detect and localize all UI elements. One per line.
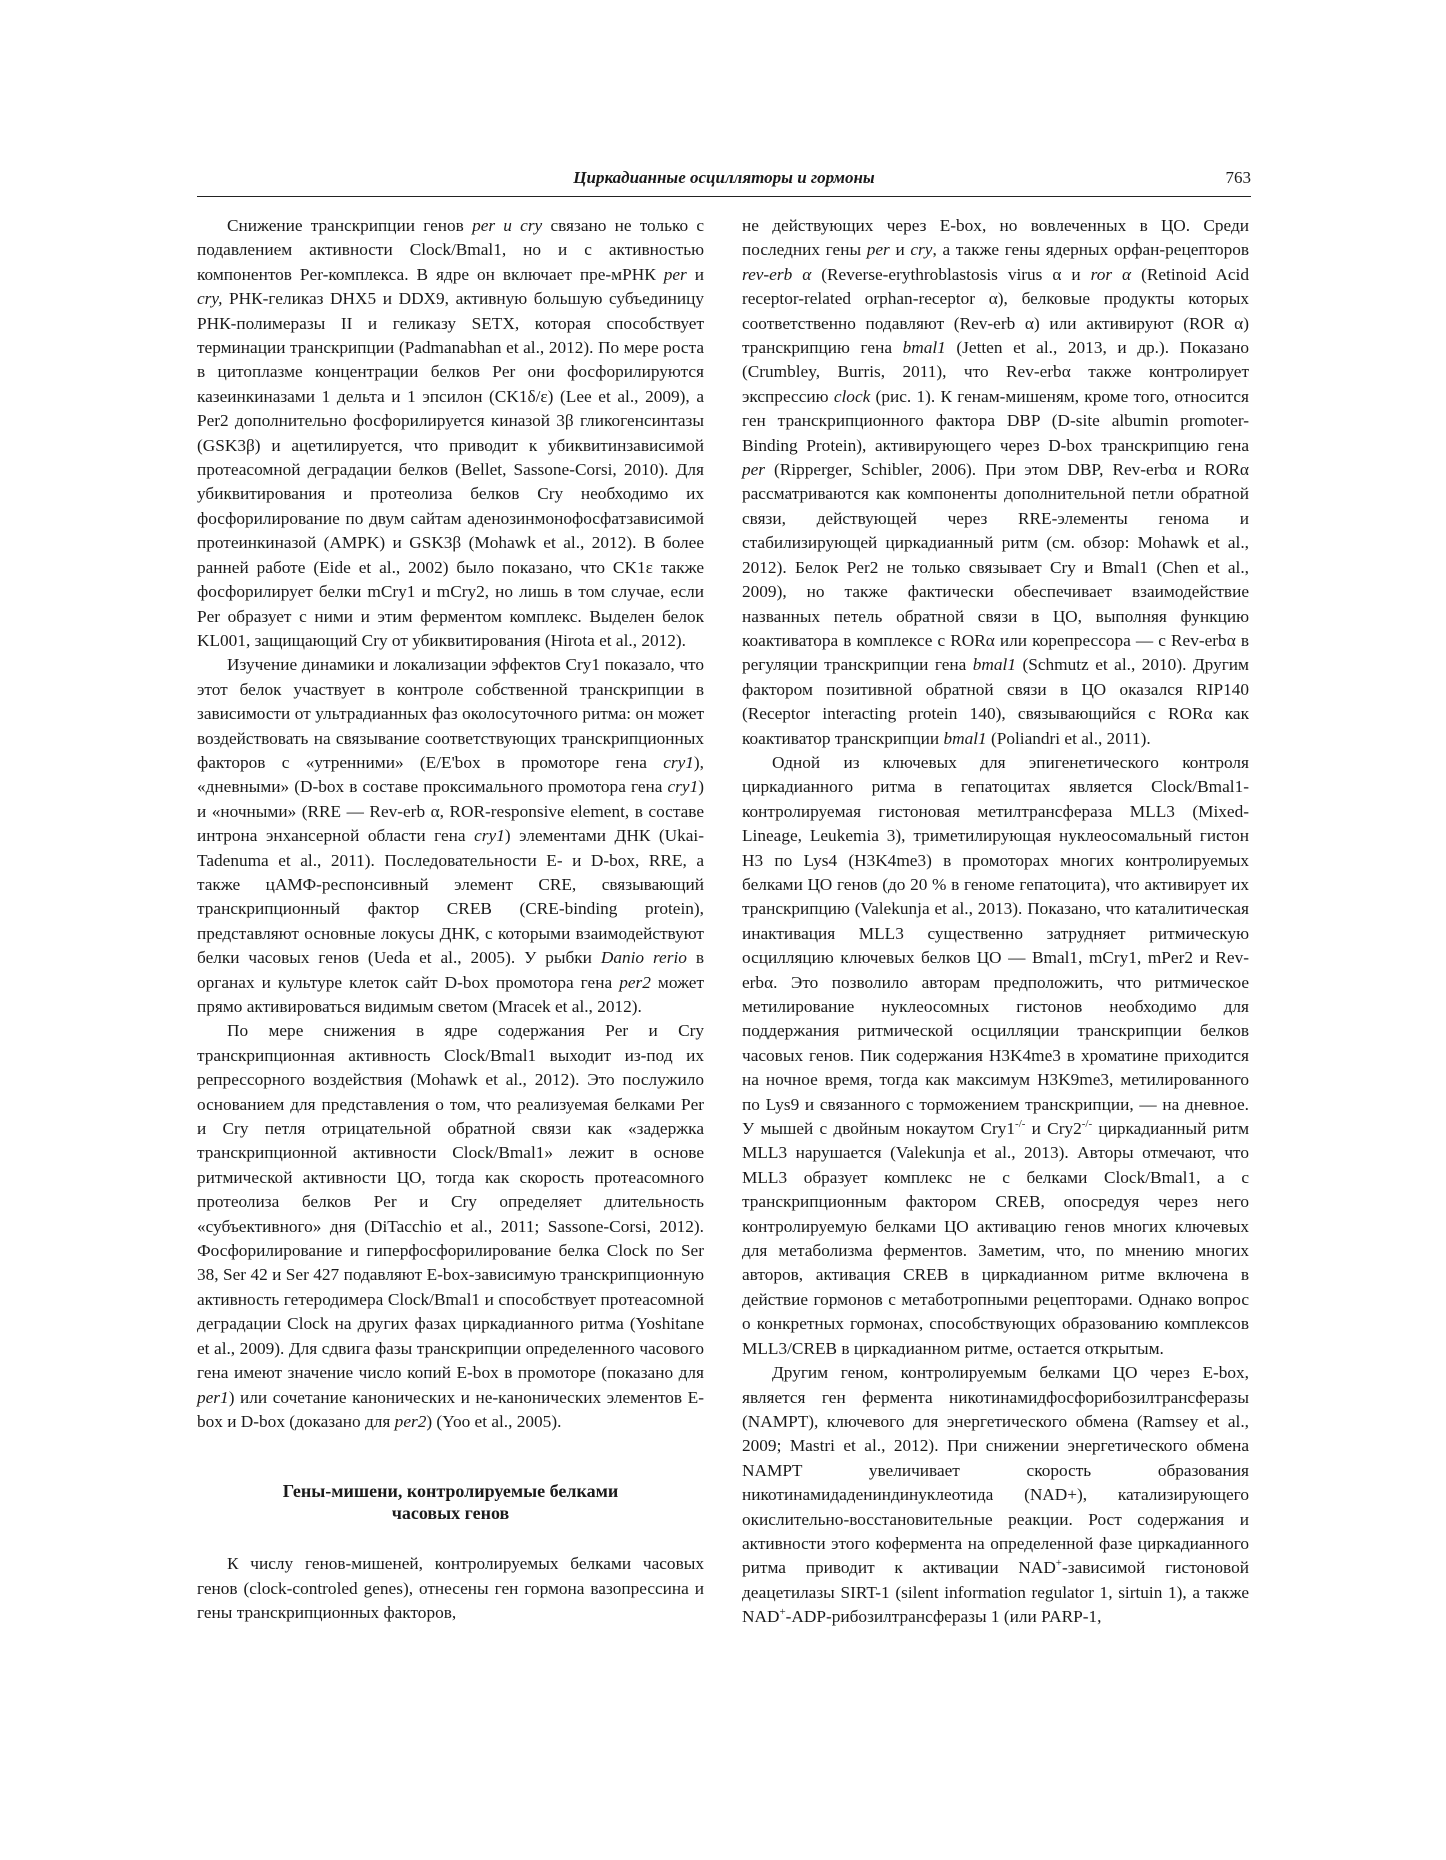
paragraph: По мере снижения в ядре содержания Per и Cry транскрипционная активность Clock/Bmal1 выходит из-под их репрессорного воздействия (Mohawk et al., 2012). Это послужило основанием для представления о том, что реализуемая белками Per и Cry петля отрицательной обратной связи как «задержка транскрипционной активности Clock/Bmal1» лежит в основе ритмической активности ЦО, тогда как скорость протеасомного протеолиза белков Per и Cry определяет длительность «субъективного» дня (DiTacchio et al., 2011; Sassone-Corsi, 2012). Фосфорилирование и гиперфосфорилирование белка Clock по Ser 38, Ser 42 и Ser 427 подавляют E-box-зависимую транскрипционную активность гетеродимера Clock/Bmal1 и способствует протеасомной деградации Clock на других фазах циркадианного ритма (Yoshitane et al., 2009). Для сдвига фазы транскрипции определенного часового гена имеют значение число копий E-box в промоторе (показано для per1) или сочетание канонических и не-канонических элементов E-box и D-box (доказано для per2) (Yoo et al., 2005).: [197, 1021, 704, 1431]
paragraph: не действующих через E-box, но вовлеченных в ЦО. Среди последних гены per и cry, а также гены ядерных орфан-рецепторов rev-erb α (Reverse-erythroblastosis virus α и ror α (Retinoid Acid receptor-related orphan-receptor α), белковые продукты которых соответственно подавляют (Rev-erb α) или активируют (ROR α) транскрипцию гена bmal1 (Jetten et al., 2013, и др.). Показано (Crumbley, Burris, 2011), что Rev-erbα также контролирует экспрессию clock (рис. 1). К генам-мишеням, кроме того, относится ген транскрипционного фактора DBP (D-site albumin promoter-Binding Protein), активирующего через D-box транскрипцию гена per (Ripperger, Schibler, 2006). При этом DBP, Rev-erbα и RORα рассматриваются как компоненты дополнительной петли обратной связи, действующей через RRE-элементы генома и стабилизирующей циркадианный ритм (см. обзор: Mohawk et al., 2012). Белок Per2 не только связывает Cry и Bmal1 (Chen et al., 2009), но также фактически обеспечивает взаимодействие названных петель обратной связи в ЦО, выполняя функцию коактиватора в комплексе с RORα или корепрессора — с Rev-erbα в регуляции транскрипции гена bmal1 (Schmutz et al., 2010). Другим фактором позитивной обратной связи в ЦО оказался RIP140 (Receptor interacting protein 140), связывающийся с RORα как коактиватор транскрипции bmal1 (Poliandri et al., 2011).: [742, 216, 1250, 748]
right-column: [742, 214, 1249, 1630]
running-title: Циркадианные осцилляторы и гормоны: [573, 168, 875, 187]
running-header: [197, 166, 1251, 197]
paragraph: Изучение динамики и локализации эффектов Cry1 показало, что этот белок участвует в контроле собственной транскрипции в зависимости от ультрадианных фаз околосуточного ритма: он может воздействовать на связывание соответствующих транскрипционных факторов с «утренними» (E/E'box в промоторе гена cry1), «дневными» (D-box в составе проксимального промотора гена cry1) и «ночными» (RRE — Rev-erb α, ROR-responsive element, в составе интрона энхансерной области гена cry1) элементами ДНК (Ukai-Tadenuma et al., 2011). Последовательности E- и D-box, RRE, а также цАМФ-респонсивный элемент CRE, связывающий транскрипционный фактор CREB (CRE-binding protein), представляют основные локусы ДНК, с которыми взаимодействуют белки часовых генов (Ueda et al., 2005). У рыбки Danio rerio в органах и культуре клеток сайт D-box промотора гена per2 может прямо активироваться видимым светом (Mracek et al., 2012).: [197, 655, 704, 1016]
page-number: 763: [1225, 168, 1251, 187]
section-heading: Гены-мишени, контролируемые белками часовых генов: [282, 1481, 619, 1524]
left-column: [197, 214, 704, 1626]
paragraph: Одной из ключевых для эпигенетического контроля циркадианного ритма в гепатоцитах является Clock/Bmal1-контролируемая гистоновая метилтрансфераза MLL3 (Mixed-Lineage, Leukemia 3), триметилирующая нуклеосомальный гистон H3 по Lys4 (H3K4me3) в промоторах многих контролируемых белками ЦО генов (до 20 % в геноме гепатоцита), что активирует их транскрипцию (Valekunja et al., 2013). Показано, что каталитическая инактивация MLL3 существенно затрудняет ритмическую осцилляцию ключевых белков ЦО — Bmal1, mCry1, mPer2 и Rev-erbα. Это позволило авторам предположить, что ритмическое метилирование нуклеосомных гистонов необходимо для поддержания ритмической осцилляции транскрипции белков часовых генов. Пик содержания H3K4me3 в хроматине приходится на ночное время, тогда как максимум H3K9me3, метилированного по Lys9 и связанного с торможением транскрипции, — на дневное. У мышей с двойным нокаутом Cry1-/- и Cry2-/- циркадианный ритм MLL3 нарушается (Valekunja et al., 2013). Авторы отмечают, что MLL3 образует комплекс не с белками Clock/Bmal1, а с транскрипционным фактором CREB, опосредуя через него контролируемую белками ЦО активацию генов многих ключевых для метаболизма ферментов. Заметим, что, по мнению многих авторов, активация CREB в циркадианном ритме включена в действие гормонов с метаботропными рецепторами. Однако вопрос о конкретных гормонах, способствующих образованию комплексов MLL3/CREB в циркадианном ритме, остается открытым.: [742, 752, 1250, 1358]
paragraph: К числу генов-мишеней, контролируемых белками часовых генов (clock-controled genes), отнесены ген гормона вазопрессина и гены транскрипционных факторов,: [197, 1554, 704, 1623]
paragraph: Другим геном, контролируемым белками ЦО через E-box, является ген фермента никотинамидфосфорибозилтрансферазы (NAMPT), ключевого для энергетического обмена (Ramsey et al., 2009; Mastri et al., 2012). При снижении энергетического обмена NAMPT увеличивает скорость образования никотинамидадениндинуклеотида (NAD+), катализирующего окислительно-восстановительные реакции. Рост содержания и активности этого кофермента на определенной фазе циркадианного ритма приводит к активации NAD+-зависимой гистоновой деацетилазы SIRT-1 (silent information regulator 1, sirtuin 1), а также NAD+-ADP-рибозилтрансферазы 1 (или PARP-1,: [742, 1363, 1249, 1627]
paragraph: Снижение транскрипции генов per и cry связано не только с подавлением активности Clock/Bmal1, но и с активностью компонентов Per-комплекса. В ядре он включает пре-мРНК per и cry, РНК-геликаз DHX5 и DDX9, активную большую субъединицу РНК-полимеразы II и геликазу SETX, которая способствует терминации транскрипции (Padmanabhan et al., 2012). По мере роста в цитоплазме концентрации белков Per они фосфорилируются казеинкиназами 1 дельта и 1 эпсилон (CK1δ/ε) (Lee et al., 2009), а Per2 дополнительно фосфорилируется киназой 3β гликогенсинтазы (GSK3β) и ацетилируется, что приводит к убиквитинзависимой протеасомной деградации белков (Bellet, Sassone-Corsi, 2010). Для убиквитирования и протеолиза белков Cry необходимо их фосфорилирование по двум сайтам аденозинмонофосфатзависимой протеинкиназой (AMPK) и GSK3β (Mohawk et al., 2012). В более ранней работе (Eide et al., 2002) было показано, что CK1ε также фосфорилирует белки mCry1 и mCry2, но лишь в том случае, если Per образует с ними и этим ферментом комплекс. Выделен белок KL001, защищающий Cry от убиквитирования (Hirota et al., 2012).: [197, 216, 704, 650]
